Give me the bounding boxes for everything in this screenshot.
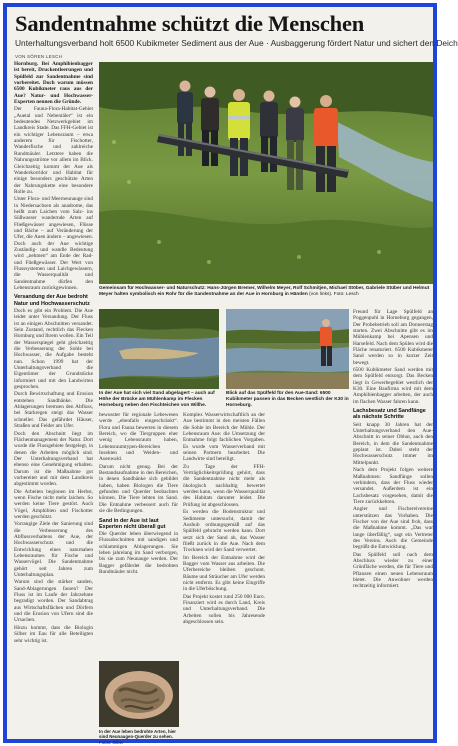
body-paragraph: bewusster für regionale Lebewesen werde „ebenfalls eingeschränkt“. Flora und Fauna bewerten in diesem Bereich, wo die Tiergruppen eher wenig Lebensraum haben, Lebensraumtypen-Bereichen Insekten und Weiden- und Auenwald. — [99, 412, 178, 463]
body-paragraph: Warum sind die stärker sanden, Sand-Ablagerungen fassen? Der Fluss ist im Laufe der Jahrzehnte begradigt worden. Der Sandabtrag aus Wirtschaftsflächen und Dörfern und die Erosion von Ufern sind die Ursachen. — [14, 579, 93, 624]
text-column-1 — [14, 61, 93, 741]
subheading: Sand in der Aue ist laut Experten nicht überall gut — [99, 517, 166, 530]
subheading: Lachsbesatz und Sandfänge als nächste Schritte — [353, 408, 426, 421]
body-paragraph: Es werden die Bodenstruktur und Sedimente untersucht, damit der Aushub ordnungsgemäß auf das Spülfeld gebracht werden kann. Dort setzt sich der Sand ab, das Wasser fließt zurück in die Aue. Nach dem Trocknen wird der Sand verwertet. — [183, 509, 265, 554]
lead-paragraph: Hornburg. Bei Amphibienbagger ist bereit, Druckentleerungen und Spülfeld zur Sandentnahme sind vorbereitet. Doch warum müssen 6500 Kubikmeter raus aus der Aue? Natur- und Hochwasser-Experten nennen die Gründe. — [14, 61, 93, 106]
spuelfeld-photo — [226, 309, 349, 389]
body-paragraph: Angler und Fischereivereine unterstützen das Vorhaben. Die Fischer von der Aue sind froh, dass die Maßnahme kommt. „Das war lange überfällig“, sagt ein Vertreter des Vereins. Auch die Gemeinde begrüßt die Entwicklung. — [353, 506, 433, 551]
group-photo-image — [99, 62, 433, 284]
body-paragraph: Der Fauna-Flora-Habitat-Gebiet „Auetal und Nebentäler“ ist ein bedeutendes Netzwerkgebiet im Landkreis Stade. Das FFH-Gebiet ist ein wichtiger Lebensraum – etwa anderem für Fischotter, Wanderfische und zahlreiche Rundmäuler. Letztere haben die Nahrungsströme vor allem im Blick. Gleichzeitig kommt der Aue als Wanderkorridor und Habitat für einige besonders geschützte Arten der Nahrungskette eine besondere Rolle zu. — [14, 106, 93, 195]
subheading: Versandung der Aue bedroht Natur und Hochwasserschutz — [14, 294, 90, 307]
body-paragraph: Darum nicht genug. Bei der Bestandsaufnahme in den Bereichen, in denen Sandbänke sich gebildet haben, haben Biologen die Tiere gefunden und Querder beobachten können. Die Tiere lebten im Sand. Die Entnahme verbessert auch für sie die Bedingungen. — [99, 463, 178, 515]
neunaugen-caption — [99, 729, 179, 745]
text-column-4 — [353, 309, 433, 741]
subheadline: Unterhaltungsverband holt 6500 Kubikmeter Sediment aus der Aue · Ausbaggerung fördert Natur und sichert den Deich — [15, 38, 458, 48]
caption-text: Gemeinsam für Hochwasser- und Naturschutz: Hans-Jürgen Bremer, Wilhelm Meyer, Rolf Schmitjen, Michael Stöber, Gabriele Stüber und Helmut Meyer halten symbolisch ein Rohr für die Sandentnahme an der Aue in Hornburg in Händen — [99, 286, 430, 297]
text-column-2 — [99, 412, 178, 658]
neunaugen-image — [99, 661, 179, 727]
body-paragraph: Die Arbeiten beginnen im Herbst, wenn Fische nicht mehr laichen. So werden keine Tiere gestört. Auch Vögel, Amphibien und Fischotter werden geschützt. — [14, 488, 93, 520]
spuelfeld-image — [226, 309, 349, 389]
river-sand-caption — [99, 391, 221, 410]
body-paragraph: Zu Tage der FFH-Verträglichkeitsprüfung gehört, dass die Sandentnahme nicht mehr als ökologisch nachhaltig bewertet werden kann, wenn die Wasserqualität des Habitats darunter leidet. Die Prüfung ist abgeschlossen. — [183, 463, 265, 508]
photo-credit: Fotos: Silber — [99, 739, 124, 745]
neunaugen-photo — [99, 661, 179, 727]
caption-text: In der Aue hat sich viel Sand abgelagert – auch auf Höhe der Brücke am Mühlenkamp im Flecken Horneburg neben den Fischteichen von Willhe. — [99, 391, 215, 408]
body-paragraph: Die Querder leben überwiegend in Flussabschnitten mit sandigen und schlammigen Ablagerungen. Sie leben jahrelang im Sand verborgen, bis sie zum Neunauge werden. Der Bagger gefährdet die bedrohten Rundmäuler nicht. — [99, 531, 178, 576]
group-photo-caption — [99, 286, 433, 306]
caption-text: Blick auf das Spülfeld für den Aue-Sand: 6500 Kubikmeter passen in das Becken westlich der K30 in Horneburg. — [226, 391, 349, 408]
body-paragraph: Das Spülfeld soll nach dem Abschluss wieder zu einer Grünfläche werden, die für Tiere und Pflanzen einen neuen Lebensraum bietet. Die Anwohner werden rechtzeitig informiert. — [353, 551, 433, 590]
spuelfeld-caption — [226, 391, 351, 410]
body-paragraph: 6500 Kubikmeter Sand werden mit dem Spülfeld entsorgt. Das Becken liegt in Gewerbegebiet westlich der K30. Eine Baufirma wird mit dem Amphibienbagger arbeiten, der auch im flachen Wasser fahren kann. — [353, 367, 433, 405]
body-paragraph: Vorrangige Ziele der Sanierung sind die Verbesserung des Abflussverhaltens der Aue, der Hochwasserschutz und die Entwicklung eines naturnahen Lebensraumes für Fische und Wasservögel. Die Sandentnahme gehört seit Jahren zum Unterhaltungsplan. — [14, 521, 93, 579]
body-paragraph: Doch es gibt ein Problem. Die Aue leidet unter Versandung. Der Fluss ist an einigen Abschnitten versandet. Sein Zustand, rechtlich das Flecken Hornburg und Ihrem wollen. Ein Teil der Wasserspiegel geht gleichzeitig die Verbesserung der Sohle bei Hochwasser, die Aufgabe besteht nun. Schon 1999 hat der Unterhaltungsverband die Eigentümer der Grundstücke informiert und mit den Landwirten gesprochen. — [14, 307, 93, 391]
caption-text: In der Aue leben bedrohte Arten, hier sind Neunaugen-Querder zu sehen. — [99, 729, 177, 740]
clipping-frame — [3, 3, 458, 745]
body-paragraph: Komplex Wasserwirtschaftlich an der Aue bestimmt in den meisten Fällen die Sohle im Bereich der Mühle. Der Lebensraum Aue: die Umsetzung der Entnahme folgt fachlichen Vorgaben. Es wurde vom Wasserverband mit seinen Partnern bearbeitet. Die Landwirte sind beteiligt. — [183, 412, 265, 463]
headline: Sandentnahme schützt die Menschen — [15, 11, 365, 36]
river-sand-image — [99, 309, 219, 389]
body-paragraph: Durch Bewirtschaftung und Erosion entstehen Sandbänke. Die Ablagerungen bremsen den Abfluss, bei Starkregen steigt das Wasser schneller. Das gefährdet Häuser, Straßen und Felder am Ufer. — [14, 391, 93, 430]
body-paragraph: Hinzu kommt, dass die Biologin Silber im Eau für alle Beteiligten sehr wichtig ist. — [14, 624, 93, 644]
body-paragraph: Seit knapp 30 Jahren hat der Unterhaltungsverband den Aue-Abschnitt in seiner Obhut, auch den Bereich, in dem die Sandentnahme geplant ist. Dabei steht der Hochwasserschutz immer im Mittelpunkt. — [353, 421, 433, 466]
photo-credit: (von links). Foto: Lesch — [309, 291, 359, 297]
group-photo — [99, 62, 433, 284]
body-paragraph: Freund für Lage Spülfeld an Poggenpuhl in Horneburg gegangen, Der Probebetrieb soll am Donnerstag starten. Zwei Abschnitte gibt es im Mühlenkamp bei Apensen und Harsefeld. Nach dem Spülen wird die Fläche renaturiert. 6500 Kubikmeter Sand werden so in kurzer Zeit bewegt. — [353, 309, 433, 366]
body-paragraph: Doch den Abschnitt liegt im Flächenmanagement der Natur. Dort wurde die Flussgebiete festgelegt, in denen die Arbeiten möglich sind. Der Unterhaltungsverband hat ebenso eine Genehmigung erhalten. Darum ist die Maßnahme gut vorbereitet und mit dem Landkreis abgestimmt worden. — [14, 430, 93, 488]
body-paragraph: Im Bereich der Entnahme wird der Bagger vom Wasser aus arbeiten. Die Uferbereiche bleiben geschont. Bäume und Sträucher am Ufer werden nicht entfernt. Es gibt keine Eingriffe in die Uferböschung. — [183, 554, 265, 593]
text-column-3 — [183, 412, 265, 741]
body-paragraph: Unter Flora- und Meerneunauge sind in Niedersachsen als anadrome, das heißt zum Laichen vom Salz- ins Süßwasser wandernde Arten auf Fließgewässer angewiesen, Flüsse und Bäche – auf Veränderung der Ufer, die Auen ändern – angewiesen. Doch auch der Aue wichtige Zuständig- und wandle Bedeutung wird „nehmen“ am Ende der Rad- und Fließgewässer. Der Wert von Flusssystemen und Laichgewässern, die Wasserqualität und Sandentnahme dürfen den Lebensraum zurückgewinnen. — [14, 196, 93, 292]
byline: VON SÖREN LESCH — [15, 54, 63, 59]
body-paragraph: Nach dem Projekt folgen weitere Maßnahmen: Sandfänge sollen verhindern, dass der Fluss wieder versandet. Außerdem ist ein Lachsbesatz vorgesehen, damit die Tiere zurückkehren. — [353, 467, 433, 505]
river-sand-photo — [99, 309, 219, 389]
body-paragraph: Das Projekt kostet rund 250 000 Euro. Finanziert wird es durch Land, Kreis und Unterhaltungsverband. Die Arbeiten sollen bis Jahresende abgeschlossen sein. — [183, 593, 265, 625]
